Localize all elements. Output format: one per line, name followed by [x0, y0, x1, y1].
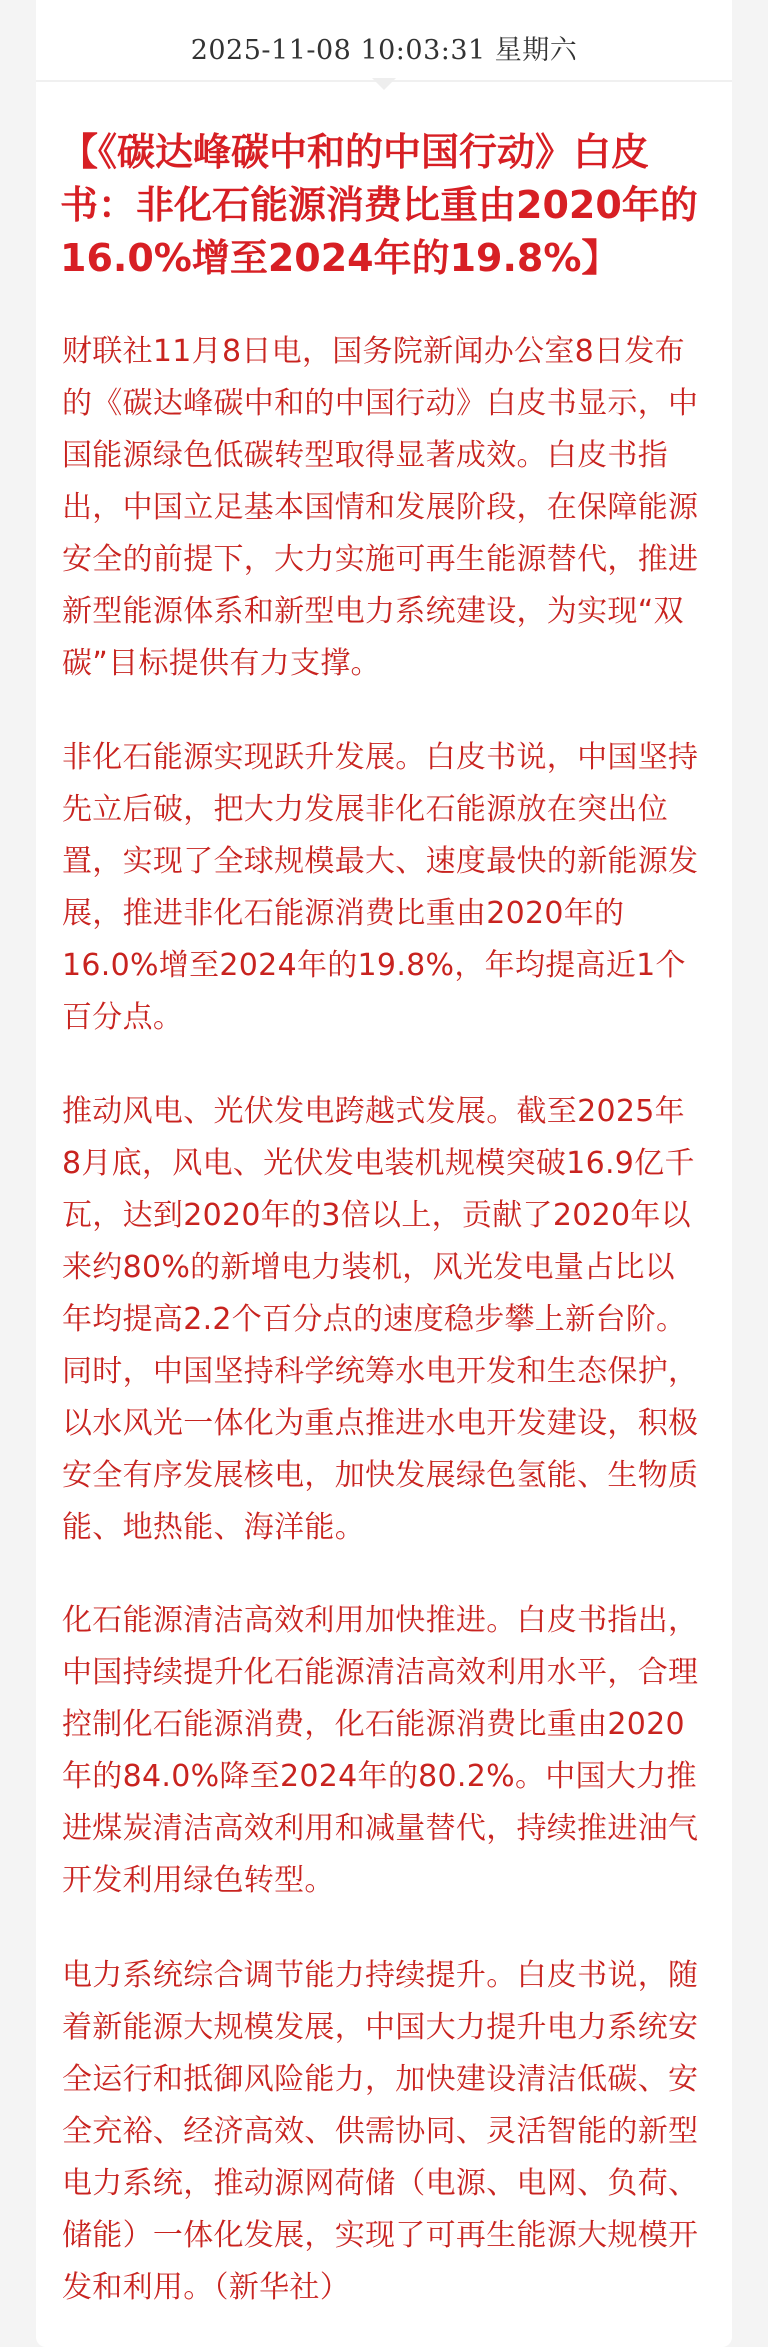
- article-paragraph-1: 财联社11月8日电，国务院新闻办公室8日发布的《碳达峰碳中和的中国行动》白皮书显示，中国能源绿色低碳转型取得显著成效。白皮书指出，中国立足基本国情和发展阶段，在保障能源安全的前提下，大力实施可再生能源替代，推进新型能源体系和新型电力系统建设，为实现“双碳”目标提供有力支撑。: [62, 334, 699, 681]
- article-paragraph-2: 非化石能源实现跃升发展。白皮书说，中国坚持先立后破，把大力发展非化石能源放在突出位置，实现了全球规模最大、速度最快的新能源发展，推进非化石能源消费比重由2020年的16.0%增至2024年的19.8%，年均提高近1个百分点。: [62, 740, 699, 1035]
- article-paragraph-4: 化石能源清洁高效利用加快推进。白皮书指出，中国持续提升化石能源清洁高效利用水平，合理控制化石能源消费，化石能源消费比重由2020年的84.0%降至2024年的80.2%。中国大力推进煤炭清洁高效利用和减量替代，持续推进油气开发利用绿色转型。: [62, 1603, 699, 1898]
- article-card: [36, 0, 732, 2347]
- timestamp: 2025-11-08 10:03:31 星期六: [190, 35, 578, 66]
- article-title: 【《碳达峰碳中和的中国行动》白皮书：非化石能源消费比重由2020年的16.0%增至2024年的19.8%】: [60, 130, 698, 280]
- article-paragraph-5: 电力系统综合调节能力持续提升。白皮书说，随着新能源大规模发展，中国大力提升电力系统安全运行和抵御风险能力，加快建设清洁低碳、安全充裕、经济高效、供需协同、灵活智能的新型电力系统，推动源网荷储（电源、电网、负荷、储能）一体化发展，实现了可再生能源大规模开发和利用。（新华社）: [62, 1958, 699, 2305]
- header: [36, 0, 732, 95]
- header-pointer-icon: [372, 78, 396, 90]
- article-paragraph-3: 推动风电、光伏发电跨越式发展。截至2025年8月底，风电、光伏发电装机规模突破16.9亿千瓦，达到2020年的3倍以上，贡献了2020年以来约80%的新增电力装机，风光发电量占比以年均提高2.2个百分点的速度稳步攀上新台阶。同时，中国坚持科学统筹水电开发和生态保护，以水风光一体化为重点推进水电开发建设，积极安全有序发展核电，加快发展绿色氢能、生物质能、地热能、海洋能。: [62, 1094, 699, 1545]
